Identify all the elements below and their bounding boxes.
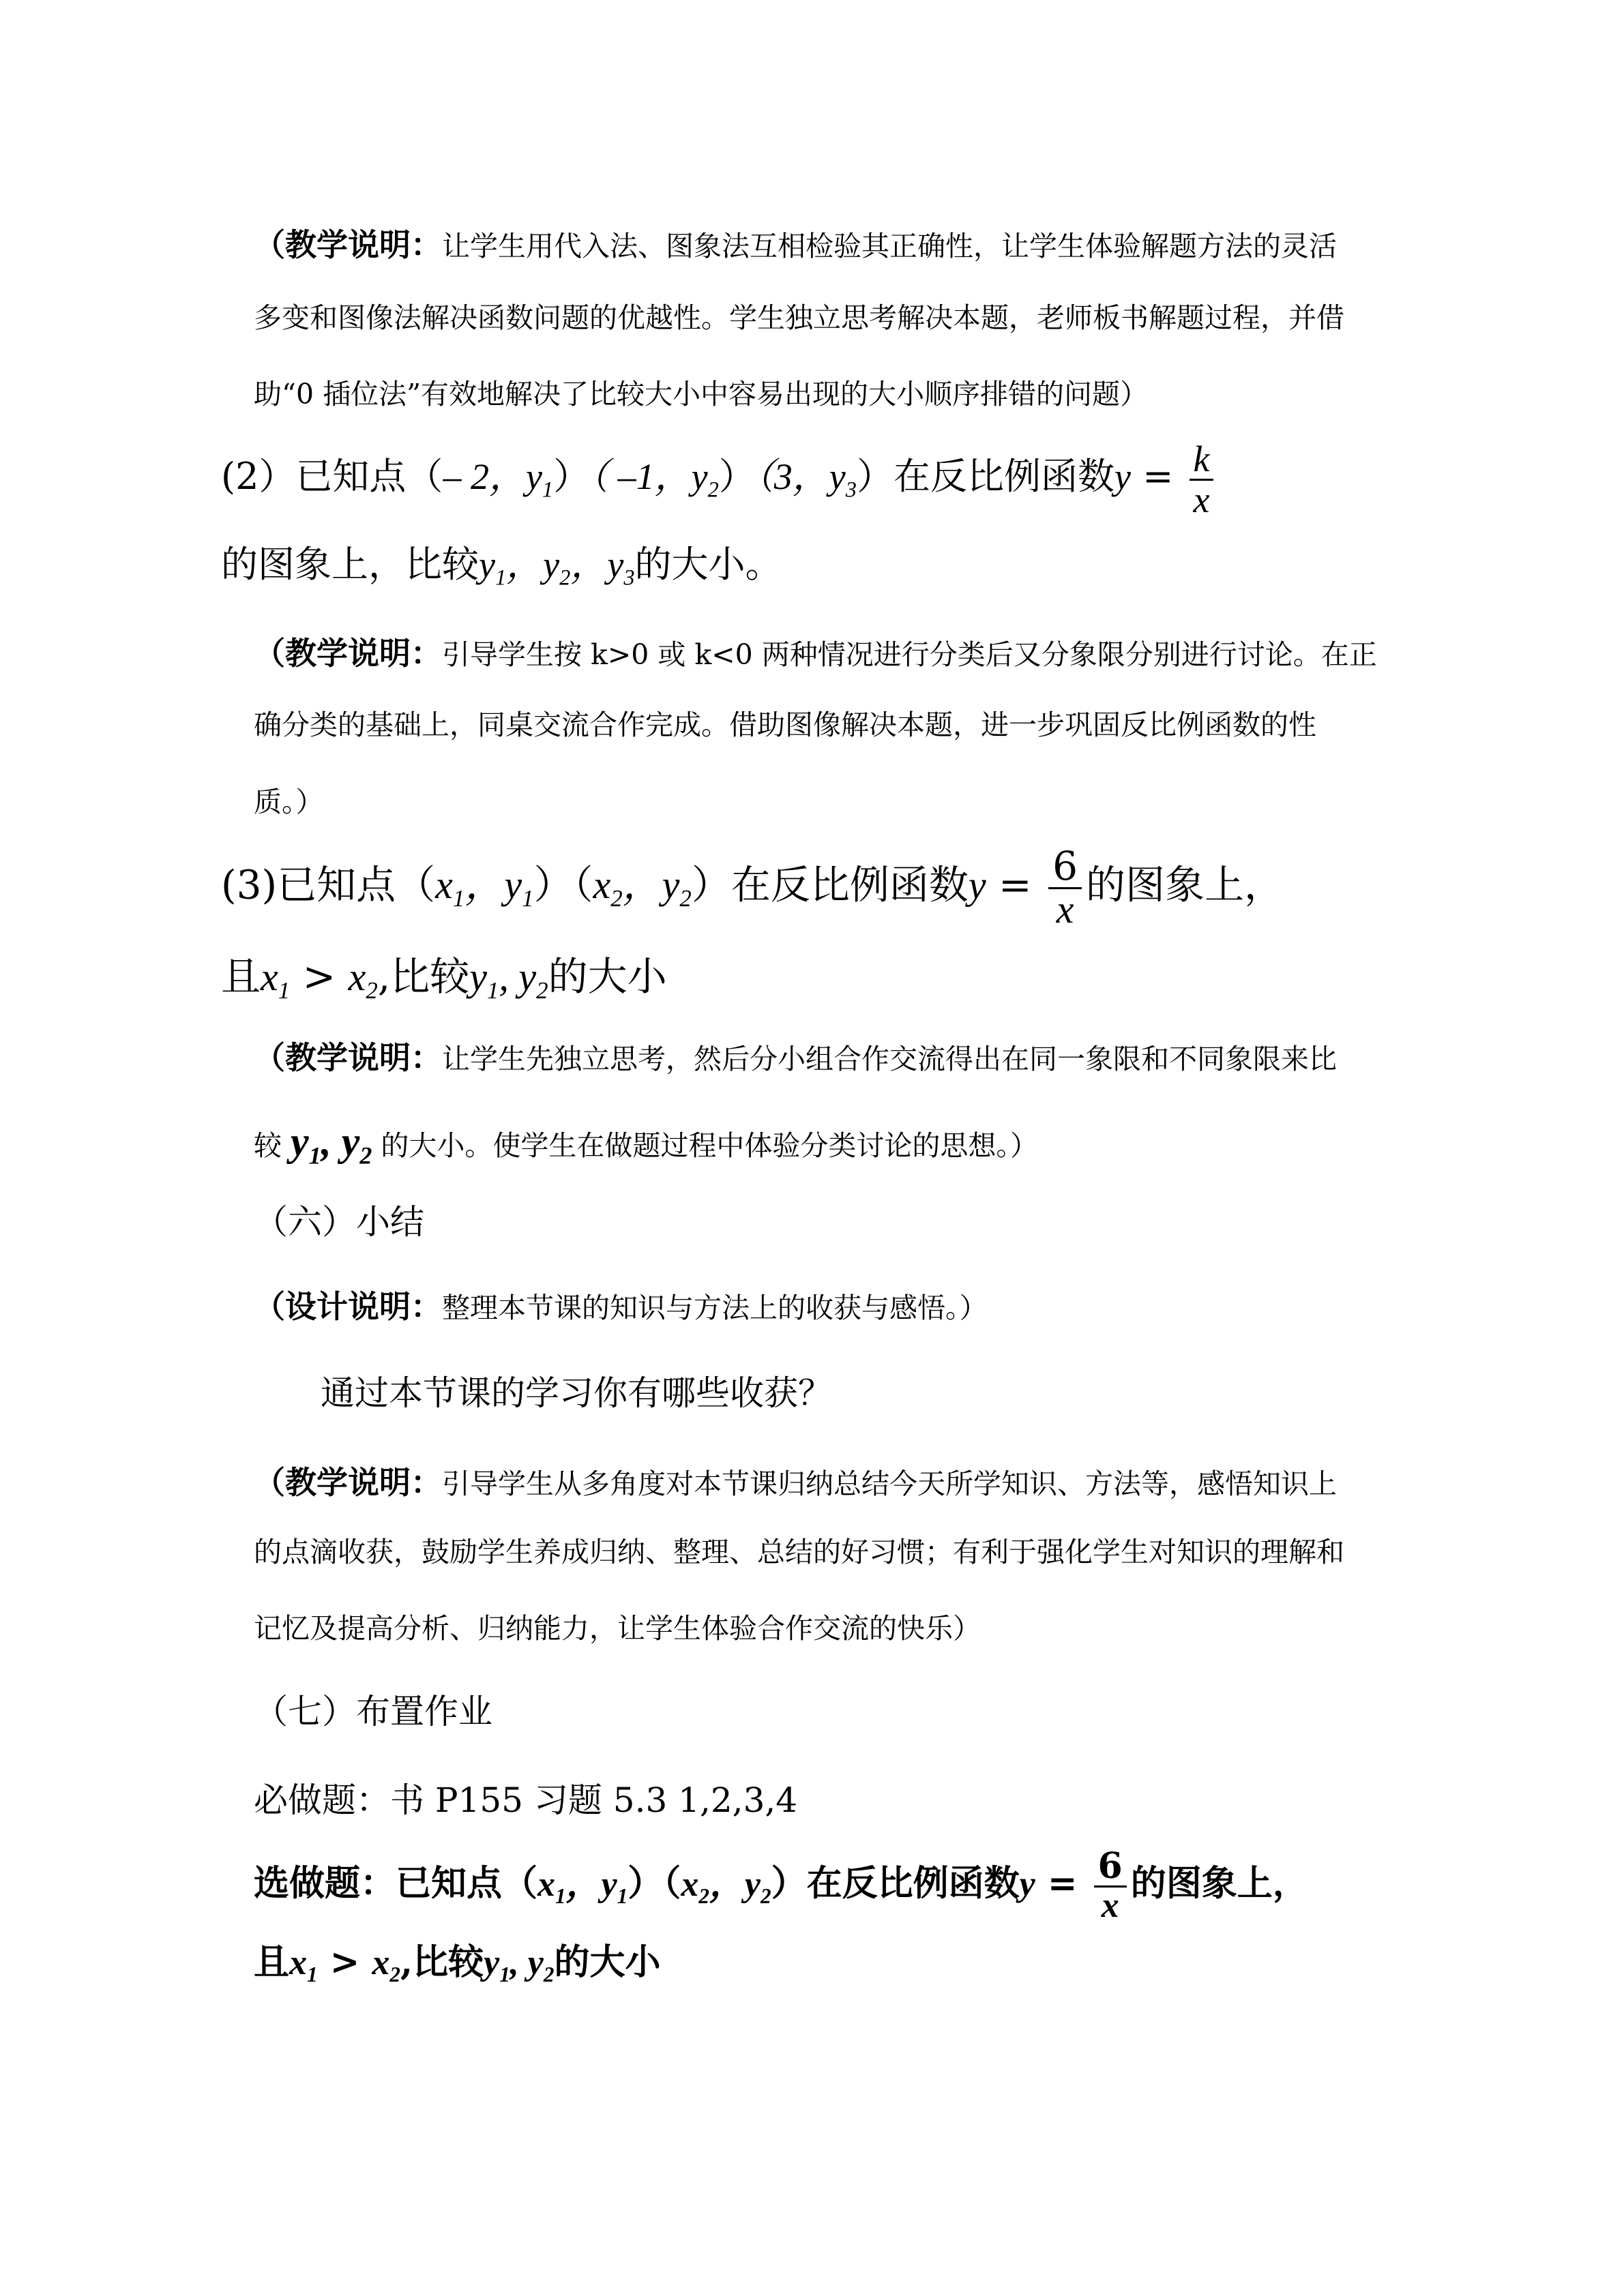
teaching-note-3-line-1: （教学说明：让学生先独立思考，然后分小组合作交流得出在同一象限和不同象限来比 — [254, 1039, 1337, 1076]
note-lead: （教学说明： — [254, 1039, 442, 1076]
teaching-note-2-line-2: 确分类的基础上，同桌交流合作完成。借助图像解决本题，进一步巩固反比例函数的性 — [254, 709, 1316, 741]
teaching-note-1-line-2: 多变和图像法解决函数问题的优越性。学生独立思考解决本题，老师板书解题过程，并借 — [254, 301, 1344, 334]
teaching-note-3-line-2: 较 $y_1$, $y_2$ 的大小。使学生在做题过程中体验分类讨论的思想。） — [254, 1119, 1038, 1169]
homework-required: 必做题：书 P155 习题 5.3 1,2,3,4 — [254, 1780, 798, 1820]
problem-2-line-2: 的图象上，比较$y_1$，$y_2$，$y_3$的大小。 — [221, 543, 782, 591]
design-note: （设计说明：整理本节课的知识与方法上的收获与感悟。） — [254, 1288, 988, 1325]
note-lead: （设计说明： — [254, 1288, 442, 1325]
teaching-note-4-line-3: 记忆及提高分析、归纳能力，让学生体验合作交流的快乐） — [254, 1612, 981, 1645]
note-lead: （教学说明： — [254, 1464, 442, 1501]
teaching-note-2-line-1: （教学说明：引导学生按 k>0 或 k<0 两种情况进行分类后又分象限分别进行讨论。在正 — [254, 635, 1377, 672]
fraction-6-over-x: $\frac{6}{x}$ — [1048, 846, 1082, 931]
problem-3-line-2: 且$x_1 > x_2$,比较$y_1$, $y_2$的大小 — [221, 953, 667, 1004]
note-lead: （教学说明： — [254, 635, 442, 672]
teaching-note-2-line-3: 质。） — [254, 786, 324, 818]
homework-optional-line-1: 选做题：已知点（$x_1$，$y_1)(x_2$，$y_2$）在反比例函数y = $\frac{6}{x}$ 的图象上， — [254, 1845, 1308, 1925]
teaching-note-1-line-1: （教学说明：让学生用代入法、图象法互相检验其正确性，让学生体验解题方法的灵活 — [254, 226, 1337, 263]
teaching-note-4-line-2: 的点滴收获，鼓励学生养成归纳、整理、总结的好习惯；有利于强化学生对知识的理解和 — [254, 1536, 1344, 1568]
teaching-note-4-line-1: （教学说明：引导学生从多角度对本节课归纳总结今天所学知识、方法等，感悟知识上 — [254, 1464, 1337, 1501]
homework-optional-line-2: 且$x_1 > x_2$,比较$y_1$, $y_2$的大小 — [254, 1941, 661, 1986]
note-lead: （教学说明： — [254, 226, 442, 263]
fraction-k-over-x: $\frac{k}{x}$ — [1190, 440, 1214, 519]
teaching-note-1-line-3: 助“0 插位法”有效地解决了比较大小中容易出现的大小顺序排错的问题） — [254, 378, 1149, 411]
fraction-6-over-x: $\frac{6}{x}$ — [1094, 1848, 1127, 1924]
section-6-title: （六）小结 — [254, 1202, 424, 1242]
reflection-question: 通过本节课的学习你有哪些收获？ — [321, 1373, 832, 1413]
problem-2-line-1: (2）已知点（– 2，$y_1$）（ –1，$y_2)(3$，$y_3$）在反比例函数y = $\frac{k}{x}$ — [221, 440, 1217, 519]
problem-3-line-1: (3)已知点（$x_1$，$y_1)(x_2$，$y_2$）在反比例函数y = $\frac{6}{x}$ 的图象上， — [221, 843, 1284, 931]
section-7-title: （七）布置作业 — [254, 1692, 492, 1731]
